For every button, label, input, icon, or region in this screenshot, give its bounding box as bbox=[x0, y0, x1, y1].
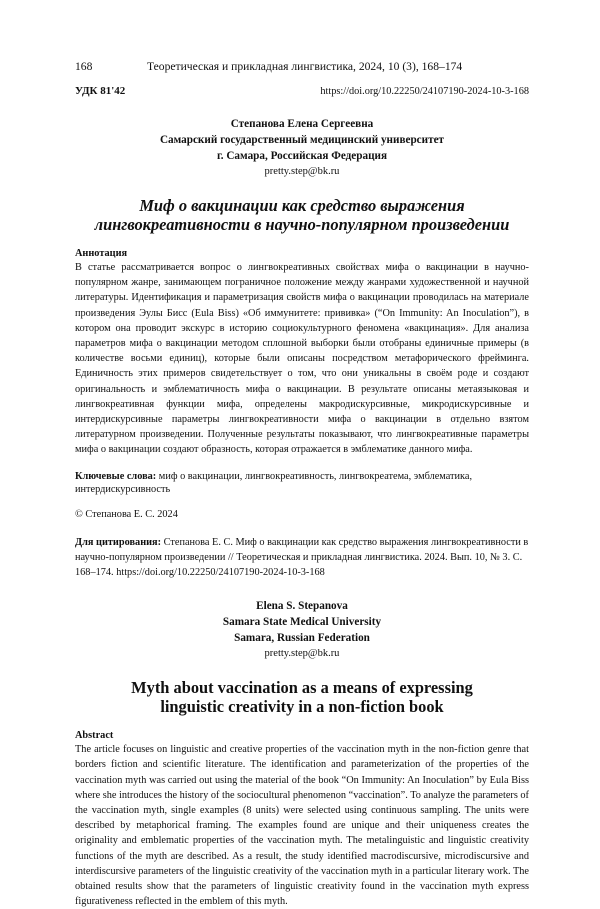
author-affiliation-en: Samara State Medical University bbox=[222, 616, 382, 629]
abstract-text-en: The article focuses on linguistic and creative properties of the vaccination myth in the non-fiction genre that borders fiction and scientific literature. The identification and parameterization of the properties of the vaccination myth was carried out using the material of the book “On Immunity: An Inoculation” by Eula Biss where she introduces the history of the sociocultural phenomenon “vaccination”. To analyze the parameters of the vaccination myth, single examples (8 units) were selected using continuous sampling. The units were described by metaphorical framing. The examples found are unique and their uniqueness creates the originality and emblematic properties of the vaccination myth. The metalinguistic and linguistic creativity functions of the myth are described. As a result, the study identified macrodiscursive, microdiscursive and interdiscursive parameters of the linguistic creativity of the vaccination myth in a particular literary work. The obtained results show that the parameters of linguistic creativity found in the vaccination myth express figurativeness reflected in the emblem of this myth. bbox=[75, 744, 529, 908]
title-ru-line-1: Миф о вакцинации как средство выражения bbox=[139, 196, 465, 215]
article-title-ru bbox=[75, 196, 529, 234]
keywords-label-ru: Ключевые слова: bbox=[75, 470, 157, 482]
keywords-text-ru: миф о вакцинации, лингвокреативность, лингвокреатема, эмблематика, интердискурсивность bbox=[75, 470, 473, 495]
author-name-ru: Степанова Елена Сергеевна bbox=[230, 118, 374, 130]
running-header bbox=[75, 60, 529, 74]
author-name-en: Elena S. Stepanova bbox=[256, 600, 348, 613]
abstract-heading-en: Abstract bbox=[75, 730, 114, 742]
journal-reference: Теоретическая и прикладная лингвистика, 2024, 10 (3), 168–174 bbox=[147, 60, 463, 73]
title-en-line-2: linguistic creativity in a non-fiction book bbox=[160, 697, 444, 717]
udk-code: УДК 81'42 bbox=[75, 85, 126, 97]
abstract-text-ru: В статье рассматривается вопрос о лингвокреативных свойствах мифа о вакцинации в научно-популярном жанре, занимающем пограничное положение между жанрами художественной и научной литературы. Идентификация и параметризация свойств мифа о вакцинации проводилась на материале произведения Эулы Бисс (Eula Biss) «Об иммунитете: прививка» (“On Immunity: An Inoculation”), в котором она проводит экскурс в историю социокультурного феномена «вакцинация». Для анализа параметров мифа о вакцинации методом сплошной выборки были отобраны единичные примеры (в количестве восьми единиц), которые были описаны посредством метафорического фрейминга. Единичность этих примеров свидетельствует о том, что они уникальны в своём роде и создают оригинальность и эмблематичность мифа о вакцинации. В результате описаны метаязыковая и лингвокреативная функции мифа, определены макродискурсивные, микродискурсивные и интердискурсивные параметры лингвокреативности мифа о вакцинации в отдельно взятом литературном произведении. Полученные результаты показывают, что лингвокреативные параметры мифа о вакцинации создают образность, которая отражается в эмблематике данного мифа. bbox=[75, 262, 529, 456]
author-city-en: Samara, Russian Federation bbox=[234, 632, 370, 645]
abstract-heading-ru: Аннотация bbox=[75, 248, 128, 259]
citation-label: Для цитирования: bbox=[75, 536, 162, 548]
copyright-line: © Степанова Е. С. 2024 bbox=[75, 508, 178, 520]
author-email-en[interactable]: pretty.step@bk.ru bbox=[264, 648, 340, 660]
author-email-ru[interactable]: pretty.step@bk.ru bbox=[264, 166, 340, 177]
author-block-en bbox=[75, 598, 529, 662]
author-city-ru: г. Самара, Российская Федерация bbox=[216, 150, 388, 162]
doi-link[interactable]: https://doi.org/10.22250/24107190-2024-10-3-168 bbox=[320, 86, 529, 97]
page-number: 168 bbox=[75, 60, 93, 73]
article-page bbox=[75, 60, 529, 909]
author-affiliation-ru: Самарский государственный медицинский университет bbox=[159, 134, 445, 146]
title-en-line-1: Myth about vaccination as a means of expressing bbox=[131, 678, 473, 698]
title-ru-line-2: лингвокреативности в научно-популярном произведении bbox=[94, 215, 510, 234]
citation-text: Степанова Е. С. Миф о вакцинации как средство выражения лингвокреативности в научно-популярном произведении // Теоретическая и прикладная лингвистика. 2024. Вып. 10, № 3. С. 168–174. https://doi.org/10.22250/24107190-2024-10-3-168 bbox=[75, 536, 529, 579]
citation-block bbox=[75, 535, 529, 581]
keywords-ru bbox=[75, 470, 529, 496]
udk-doi-row bbox=[75, 85, 529, 98]
author-block-ru bbox=[75, 116, 529, 180]
article-title-en bbox=[75, 678, 529, 716]
